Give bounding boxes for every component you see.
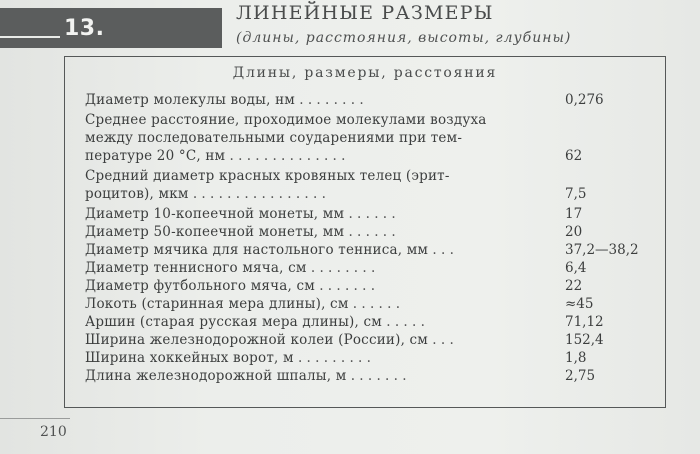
footer-rule [0,418,70,419]
table-row [85,259,660,277]
table-row [85,277,660,295]
leader-dots: . . . . . . . [346,368,407,384]
leader-dots: . . . . . . [344,224,396,240]
row-label-wrap [85,223,543,241]
row-label-wrap [85,367,543,385]
table-row [85,367,660,385]
table-row [85,223,660,241]
row-label: Ширина железнодорожной колеи (России), см [85,332,429,348]
row-value: 152,4 [565,332,604,348]
row-value: 62 [565,148,583,164]
row-value: 7,5 [565,186,587,202]
row-label-wrap [85,349,543,367]
row-value: ≈45 [565,296,594,312]
leader-dots: . . . [428,332,454,348]
table-row [85,295,660,313]
row-label: Диаметр 50-копеечной монеты, мм [85,224,345,240]
table-row [85,241,660,259]
row-value: 17 [565,206,583,222]
page-subtitle: (длины, расстояния, высоты, глубины) [236,30,572,46]
leader-dots: . . . . . . . . . . . . . . [225,148,346,164]
row-value: 22 [565,278,583,294]
row-label: Диаметр футбольного мяча, см [85,278,315,294]
leader-dots: . . . . . . . . [294,92,364,108]
row-label-wrap [85,167,543,203]
table-row [85,111,660,165]
dimensions-table [64,56,666,408]
table-row [85,349,660,367]
row-label-wrap [85,91,543,109]
leader-dots: . . . . . . . . . [293,350,371,366]
row-label: Диаметр мячика для настольного тенниса, мм [85,242,429,258]
row-label-wrap [85,331,543,349]
leader-dots: . . . . . . [348,296,401,312]
leader-dots: . . . [428,242,454,258]
row-label-wrap [85,313,543,331]
row-label-wrap [85,111,543,165]
table-row [85,313,660,331]
row-value: 1,8 [565,350,587,366]
table-heading: Длины, размеры, расстояния [232,65,498,81]
row-label: Локоть (старинная мера длины), см [85,296,349,312]
row-label-wrap [85,277,543,295]
row-value: 37,2—38,2 [565,242,639,258]
row-label-wrap [85,259,543,277]
row-label-wrap [85,241,543,259]
section-number: 13. [64,16,105,41]
row-value: 2,75 [565,368,596,384]
row-label-wrap [85,205,543,223]
leader-dots: . . . . . [381,314,425,330]
row-label-wrap [85,295,543,313]
page-title: ЛИНЕЙНЫЕ РАЗМЕРЫ [236,2,494,24]
section-rule [0,36,60,38]
table-row [85,331,660,349]
leader-dots: . . . . . . . . . . . . . . . . [188,186,326,202]
table-row [85,205,660,223]
page-number: 210 [40,424,67,440]
row-label: Длина железнодорожной шпалы, м [85,368,347,384]
row-value: 0,276 [565,92,604,108]
row-label: Диаметр теннисного мяча, см [85,260,307,276]
row-label: Среднее расстояние, проходимое молекулами воздуха между последовательными соударениями при тем- пературе 20 °С, нм [85,112,487,164]
row-label: Средний диаметр красных кровяных телец (эрит- роцитов), мкм [85,168,450,202]
leader-dots: . . . . . . [344,206,396,222]
row-value: 6,4 [565,260,587,276]
table-row [85,167,660,203]
row-label: Аршин (старая русская мера длины), см [85,314,382,330]
row-value: 71,12 [565,314,604,330]
row-value: 20 [565,224,583,240]
leader-dots: . . . . . . . . [306,260,376,276]
row-label: Диаметр 10-копеечной монеты, мм [85,206,345,222]
leader-dots: . . . . . . . [314,278,376,294]
row-label: Диаметр молекулы воды, нм [85,92,295,108]
table-rows [85,91,660,385]
section-number-banner [0,8,222,48]
row-label: Ширина хоккейных ворот, м [85,350,294,366]
table-row [85,91,660,109]
